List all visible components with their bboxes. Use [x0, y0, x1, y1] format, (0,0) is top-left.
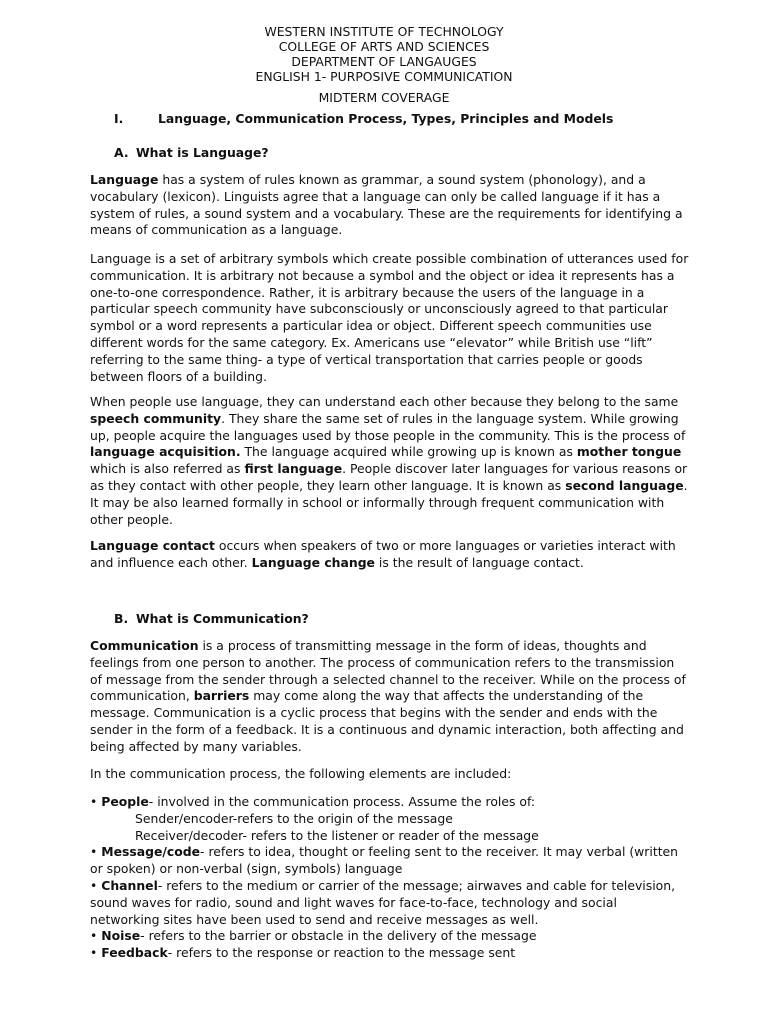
list-item-text: - involved in the communication process. Assume the roles of: — [148, 794, 536, 809]
term-people: People — [101, 794, 149, 809]
paragraph-text: occurs when speakers of two or more languages or varieties interact with and influence each other. — [90, 538, 676, 570]
language-paragraph-1 — [90, 172, 690, 239]
term-language-change: Language change — [251, 554, 375, 570]
list-item-channel: • Channel- refers to the medium or carrier of the message; airwaves and cable for television, sound waves for radio, sound and light waves for face-to-face, technology and social networking sites have been used to send and receive messages as well. — [90, 877, 676, 927]
term-noise: Noise — [101, 928, 141, 944]
language-paragraph-2 — [90, 251, 690, 385]
section-1-title: Language, Communication Process, Types, Principles and Models — [158, 111, 614, 126]
paragraph-text: When people use language, they can understand each other because they belong to the same — [90, 394, 679, 409]
section-a-heading — [114, 145, 269, 161]
language-paragraph-3 — [90, 394, 690, 528]
section-a-title: What is Language? — [136, 145, 269, 160]
list-item-noise: • Noise- refers to the barrier or obstacle in the delivery of the message — [90, 928, 537, 944]
list-item-message: • Message/code- refers to idea, thought or feeling sent to the receiver. It may verbal (written or spoken) or non-verbal (sign, symbols) language — [90, 844, 679, 877]
term-speech-community: speech community — [90, 410, 222, 426]
paragraph-text: may come along the way that affects the understanding of the message. Communication is a cyclic process that begins with the sender and ends with the sender in the form of a feedback. It is a continuous and dynamic interaction, both affecting and being affected by many variables. — [90, 688, 684, 754]
term-second-language: second language — [565, 477, 684, 493]
paragraph-text: . It may be also learned formally in school or informally through frequent communication with other people. — [90, 477, 688, 527]
language-paragraph-4 — [90, 538, 690, 572]
header-course: ENGLISH 1- PURPOSIVE COMMUNICATION — [255, 69, 513, 84]
list-item-text: - refers to the barrier or obstacle in the delivery of the message — [140, 928, 537, 944]
paragraph-text: Language is a set of arbitrary symbols which create possible combination of utterances used for communication. It is arbitrary not because a symbol and the object or idea it represents has a one-to-one correspondence. Rather, it is arbitrary because the users of the language in a particular speech community have subconsciously or unconsciously agreed to that particular symbol or a word represents a particular idea or object. Different speech communities use different words for the same category. Ex. Americans use “elevator” while British use “lift” referring to the same thing- a type of vertical transportation that carries people or goods between floors of a building. — [90, 251, 689, 384]
paragraph-text: . They share the same set of rules in the language system. While growing up, people acquire the languages used by those people in the community. This is the process of — [90, 410, 686, 443]
paragraph-text: The language acquired while growing up is known as — [240, 444, 577, 460]
list-subitem-sender: Sender/encoder-refers to the origin of the message — [135, 810, 453, 826]
term-language: Language — [90, 172, 159, 187]
list-item-text: - refers to the medium or carrier of the message; airwaves and cable for television, sound waves for radio, sound and light waves for face-to-face, technology and social networking sites have been used to send and receive messages as well. — [90, 877, 676, 927]
term-message-code: Message/code — [101, 844, 201, 860]
term-feedback: Feedback — [101, 945, 168, 961]
paragraph-text: is the result of language contact. — [374, 554, 584, 570]
section-1-number: I. — [114, 111, 124, 126]
section-b-title: What is Communication? — [136, 611, 309, 626]
section-b-heading — [114, 611, 309, 627]
term-mother-tongue: mother tongue — [576, 444, 682, 460]
list-item-text: - refers to the response or reaction to the message sent — [167, 945, 516, 961]
paragraph-text: has a system of rules known as grammar, a sound system (phonology), and a vocabulary (lexicon). Linguists agree that a language can only be called language if it has a system of rules, a sound system and a vocabulary. These are the requirements for identifying a means of communication as a language. — [90, 172, 683, 238]
list-subitem-receiver: Receiver/decoder- refers to the listener or reader of the message — [135, 827, 539, 843]
paragraph-text: is a process of transmitting message in the form of ideas, thoughts and feelings from one person to another. The process of communication refers to the transmission of message from the sender through a selected channel to the receiver. While on the process of communication, — [90, 638, 686, 704]
header-institute: WESTERN INSTITUTE OF TECHNOLOGY — [264, 24, 504, 39]
list-item-people: • People- involved in the communication process. Assume the roles of: — [90, 794, 536, 809]
header-department: DEPARTMENT OF LANGAUGES — [291, 54, 477, 69]
document-header — [0, 24, 768, 84]
paragraph-text: which is also referred as — [90, 461, 245, 477]
list-item-feedback: • Feedback- refers to the response or reaction to the message sent — [90, 945, 516, 961]
communication-paragraph-1 — [90, 638, 690, 756]
header-college: COLLEGE OF ARTS AND SCIENCES — [278, 39, 490, 54]
midterm-coverage-title: MIDTERM COVERAGE — [318, 90, 450, 105]
section-1-heading — [114, 111, 613, 127]
section-a-number: A. — [114, 145, 129, 160]
section-b-number: B. — [114, 611, 129, 626]
term-language-acquisition: language acquisition. — [90, 444, 241, 460]
communication-paragraph-2: In the communication process, the following elements are included: — [90, 766, 512, 781]
list-item-text: - refers to idea, thought or feeling sent to the receiver. It may verbal (written or spoken) or non-verbal (sign, symbols) language — [90, 844, 679, 877]
paragraph-text: . People discover later languages for various reasons or as they contact with other people, they learn other language. It is known as — [90, 461, 688, 493]
term-barriers: barriers — [193, 688, 250, 704]
term-first-language: first language — [244, 461, 343, 477]
term-language-contact: Language contact — [90, 538, 215, 553]
term-communication: Communication — [90, 638, 199, 653]
term-channel: Channel — [101, 877, 158, 893]
elements-list — [90, 794, 690, 962]
